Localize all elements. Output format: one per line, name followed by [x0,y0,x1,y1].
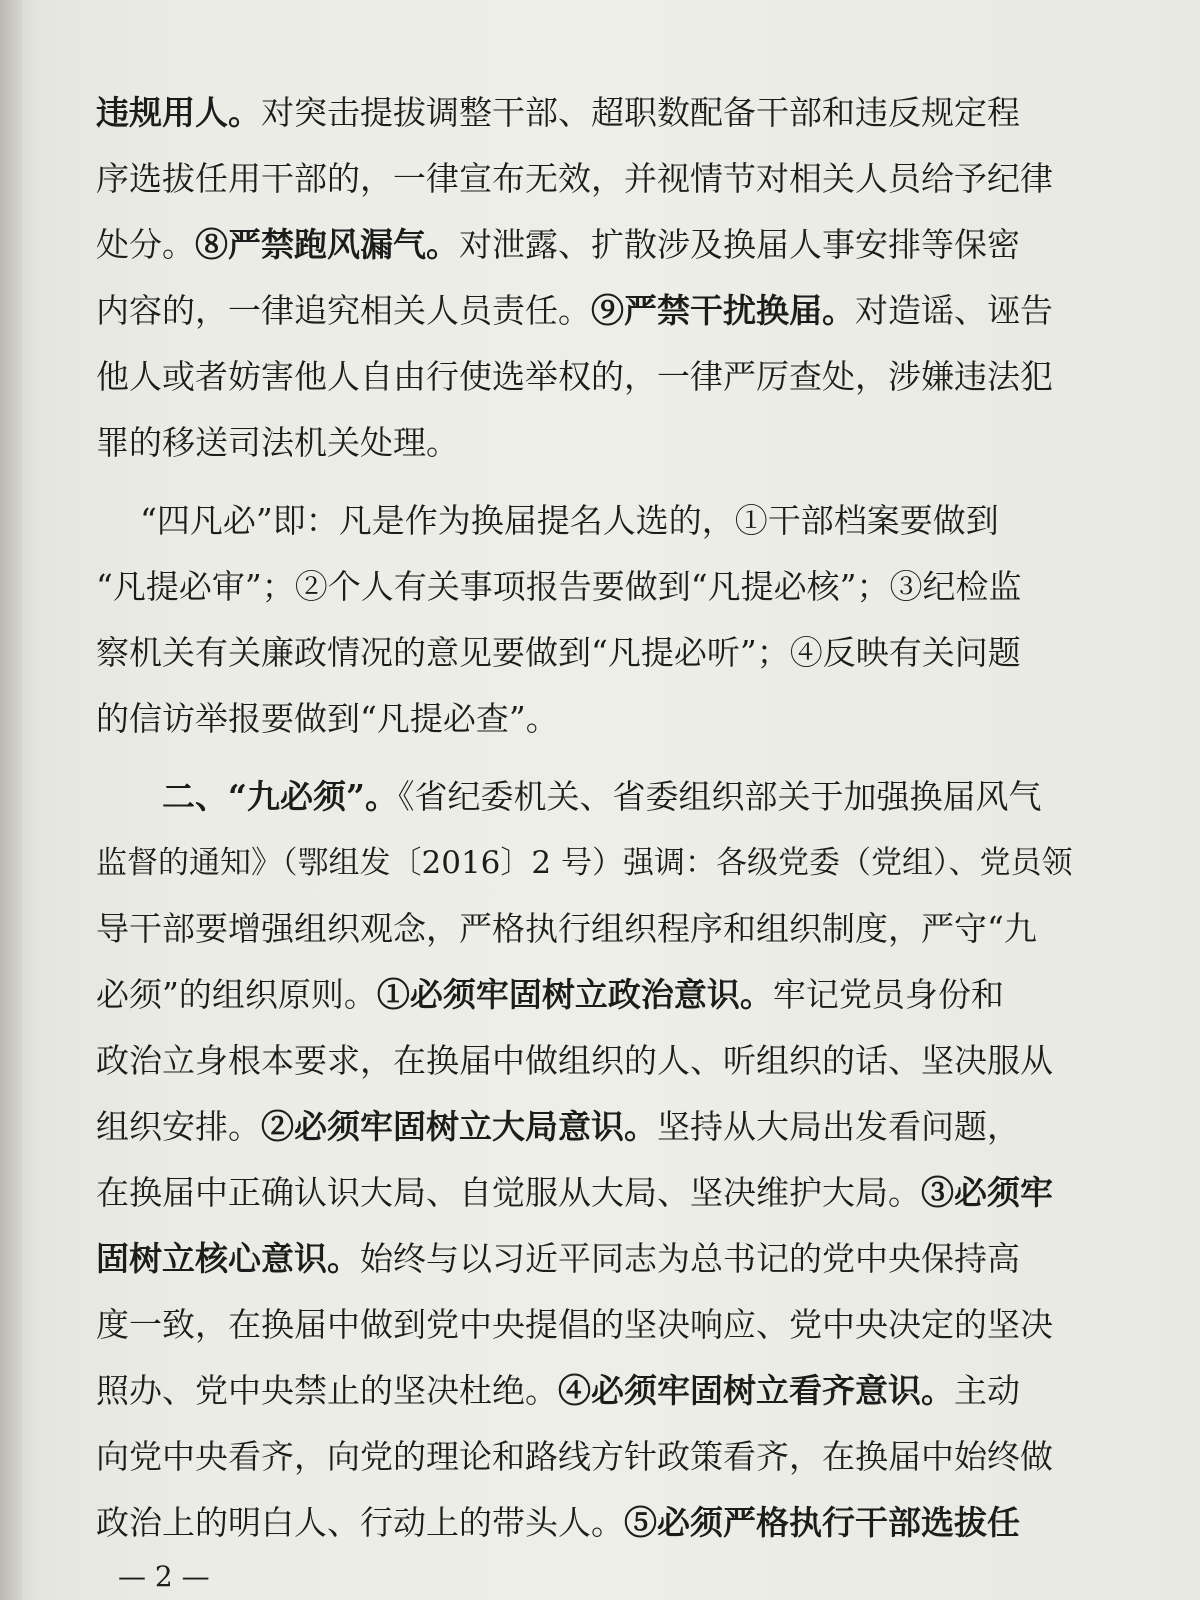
book-spine-shadow [0,0,22,1600]
text-line-3 [96,212,1086,278]
line-text: 始终与以习近平同志为总书记的党中央保持高 [360,1239,1020,1278]
bold-phrase: 违规用人。 [96,93,261,132]
bold-phrase: ②必须牢固树立大局意识。 [261,1107,657,1146]
text-line-20 [96,1358,1086,1424]
line-text: 罪的移送司法机关处理。 [96,423,459,462]
text-line-22 [96,1490,1086,1556]
bold-phrase: ⑤必须严格执行干部选拔任 [624,1503,1020,1542]
text-line-21 [96,1424,1086,1490]
text-line-9 [96,620,1086,686]
bold-phrase: 固树立核心意识。 [96,1239,360,1278]
line-text: 《省纪委机关、省委组织部关于加强换届风气 [397,777,1042,816]
text-line-19 [96,1292,1086,1358]
line-text: 的信访举报要做到“凡提必查”。 [96,699,559,738]
text-line-7 [140,488,1086,554]
text-line-13 [96,896,1086,962]
line-text: 主动 [954,1371,1020,1410]
bold-phrase: ⑧严禁跑风漏气。 [195,225,459,264]
text-line-8 [96,554,1086,620]
line-text-lead: 照办、党中央禁止的坚决杜绝。 [96,1371,558,1410]
bold-phrase: ④必须牢固树立看齐意识。 [558,1371,954,1410]
section-heading: 二、“九必须”。 [162,777,398,816]
text-line-4 [96,278,1086,344]
line-text: “凡提必审”；②个人有关事项报告要做到“凡提必核”；③纪检监 [96,567,1022,606]
line-text-lead: 在换届中正确认识大局、自觉服从大局、坚决维护大局。 [96,1173,921,1212]
page-number: — 2 — [118,1560,210,1593]
line-text: 度一致，在换届中做到党中央提倡的坚决响应、党中央决定的坚决 [96,1305,1053,1344]
bold-phrase: ①必须牢固树立政治意识。 [376,975,773,1014]
bold-phrase: ③必须牢 [921,1173,1053,1212]
text-line-1 [96,80,1086,146]
line-text: 对突击提拔调整干部、超职数配备干部和违反规定程 [261,93,1020,132]
text-line-14 [96,962,1086,1028]
text-line-15 [96,1028,1086,1094]
bold-phrase: ⑨严禁干扰换届。 [591,291,855,330]
line-text: 导干部要增强组织观念，严格执行组织程序和组织制度，严守“九 [96,909,1037,948]
line-text: 监督的通知》（鄂组发〔2016〕2 号）强调：各级党委（党组）、党员领 [96,845,1073,881]
text-line-17 [96,1160,1086,1226]
text-line-16 [96,1094,1086,1160]
line-text: 坚持从大局出发看问题， [657,1107,1020,1146]
line-text: 他人或者妨害他人自由行使选举权的，一律严厉查处，涉嫌违法犯 [96,357,1053,396]
line-text-lead: 组织安排。 [96,1107,261,1146]
line-text: 牢记党员身份和 [772,975,1004,1014]
line-text: 察机关有关廉政情况的意见要做到“凡提必听”；④反映有关问题 [96,633,1021,672]
line-text-lead: 必须”的组织原则。 [96,975,377,1014]
line-text: 对造谣、诬告 [855,291,1053,330]
line-text: 对泄露、扩散涉及换届人事安排等保密 [459,225,1020,264]
line-text: 序选拔任用干部的，一律宣布无效，并视情节对相关人员给予纪律 [96,159,1053,198]
text-line-6 [96,410,1086,476]
line-text: 向党中央看齐，向党的理论和路线方针政策看齐，在换届中始终做 [96,1437,1053,1476]
text-line-5 [96,344,1086,410]
text-line-18 [96,1226,1086,1292]
line-text-lead: 政治上的明白人、行动上的带头人。 [96,1503,624,1542]
text-line-11 [162,764,1086,830]
line-text-lead: 内容的，一律追究相关人员责任。 [96,291,591,330]
line-text: “四凡必”即：凡是作为换届提名人选的，①干部档案要做到 [140,501,999,540]
line-text: 政治立身根本要求，在换届中做组织的人、听组织的话、坚决服从 [96,1041,1053,1080]
text-line-2 [96,146,1086,212]
line-text-lead: 处分。 [96,225,195,264]
text-line-12 [96,830,1086,896]
text-line-10 [96,686,1086,752]
